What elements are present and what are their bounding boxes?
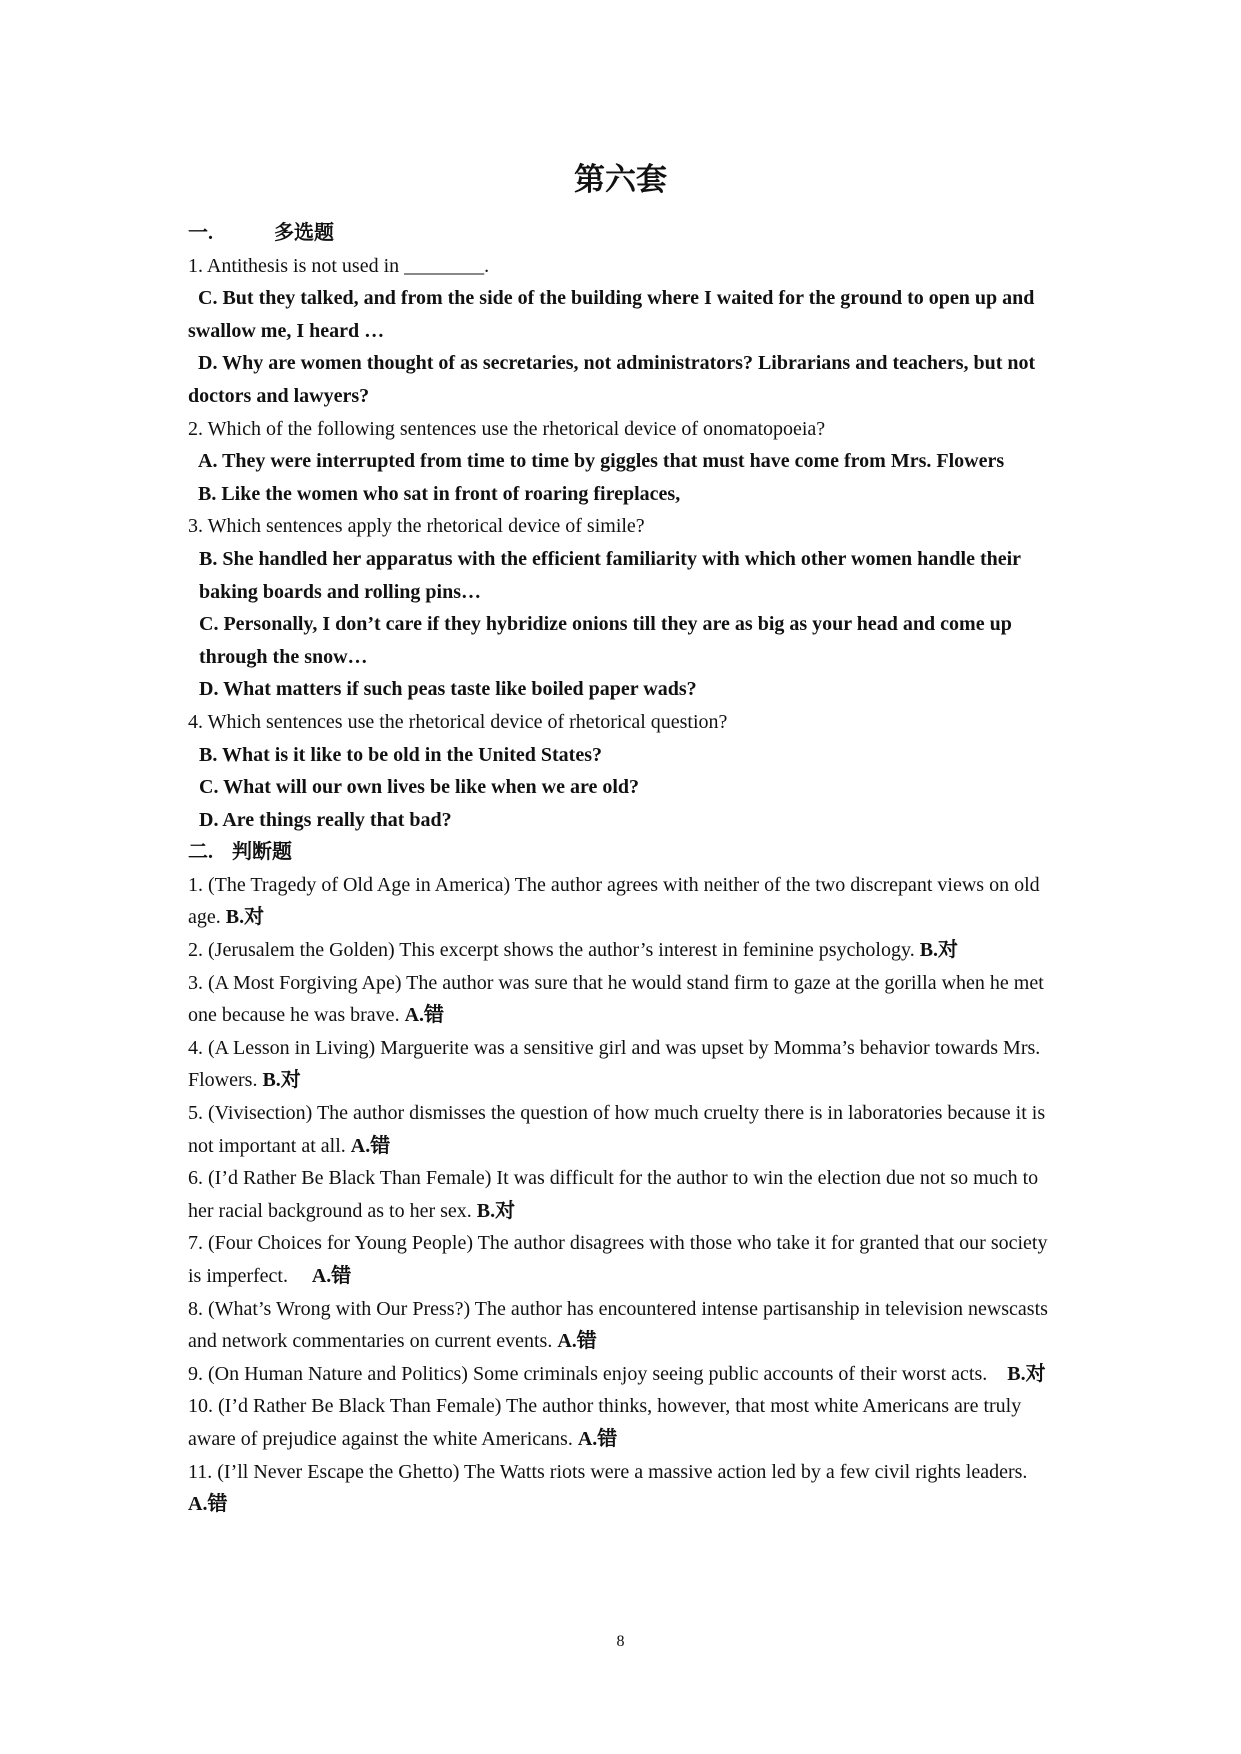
item-answer: A.错 <box>350 1134 391 1157</box>
page-title: 第六套 <box>574 162 667 198</box>
item-text: 5. (Vivisection) The author dismisses the question of how much cruelty there is in laboratories because it is not important at all. <box>188 1102 1046 1157</box>
true-false-item <box>188 869 1058 934</box>
answer-option: D. Why are women thought of as secretaries, not administrators? Librarians and teachers, but not doctors and lawyers? <box>188 352 1041 407</box>
answer-option: B. Like the women who sat in front of roaring fireplaces, <box>188 482 681 505</box>
item-text: 11. (I’ll Never Escape the Ghetto) The Watts riots were a massive action led by a few civil rights leaders. <box>188 1460 1028 1483</box>
answer-option: B. What is it like to be old in the United States? <box>199 743 602 766</box>
question <box>188 706 1058 836</box>
item-text: 1. (The Tragedy of Old Age in America) The author agrees with neither of the two discrepant views on old age. <box>188 873 1040 929</box>
question <box>188 250 1058 413</box>
true-false-item <box>188 934 1058 967</box>
item-text: 8. (What’s Wrong with Our Press?) The author has encountered intense partisanship in television newscasts and network commentaries on current events. <box>188 1297 1048 1353</box>
item-answer: B.对 <box>992 1362 1046 1385</box>
item-answer: A.错 <box>557 1330 597 1353</box>
true-false-item <box>188 1097 1058 1162</box>
section-heading-true-false <box>188 836 1058 869</box>
true-false-item <box>188 1032 1058 1097</box>
item-answer: A.错 <box>292 1265 352 1287</box>
section-number: 一. <box>188 222 213 244</box>
section-title: 多选题 <box>274 222 334 244</box>
true-false-item <box>188 1390 1058 1455</box>
item-answer: B.对 <box>225 906 265 929</box>
section-title: 判断题 <box>232 841 292 864</box>
item-text: 10. (I’d Rather Be Black Than Female) The author thinks, however, that most white Americans are truly aware of prejudice against the white Americans. <box>188 1395 1022 1450</box>
true-false-item <box>188 1293 1058 1358</box>
true-false-item <box>188 967 1058 1032</box>
item-text: 4. (A Lesson in Living) Marguerite was a sensitive girl and was upset by Momma’s behavior towards Mrs. Flowers. <box>188 1036 1041 1092</box>
true-false-item <box>188 1162 1058 1227</box>
question-stem: 4. Which sentences use the rhetorical device of rhetorical question? <box>188 710 728 733</box>
true-false-item <box>188 1227 1058 1292</box>
item-answer: A.错 <box>404 1004 445 1027</box>
document-body <box>188 217 1058 1521</box>
section-heading-multiple-choice <box>188 217 1058 250</box>
answer-option: C. Personally, I don’t care if they hybridize onions till they are as big as your head and come up through the snow… <box>199 613 1017 668</box>
item-text: 9. (On Human Nature and Politics) Some criminals enjoy seeing public accounts of their worst acts. <box>188 1362 993 1385</box>
answer-option: B. She handled her apparatus with the efficient familiarity with which other women handle their baking boards and rolling pins… <box>199 547 1026 603</box>
page-number: 8 <box>616 1633 625 1650</box>
item-answer: B.对 <box>262 1069 301 1092</box>
item-answer: B.对 <box>476 1199 516 1222</box>
item-answer: B.对 <box>919 939 959 962</box>
answer-option: A. They were interrupted from time to time by giggles that must have come from Mrs. Flowers <box>188 450 1005 473</box>
item-text: 2. (Jerusalem the Golden) This excerpt shows the author’s interest in feminine psychology. <box>188 939 920 962</box>
item-text: 3. (A Most Forgiving Ape) The author was sure that he would stand firm to gaze at the gorilla when he met one because he was brave. <box>188 971 1044 1027</box>
answer-option: C. But they talked, and from the side of the building where I waited for the ground to open up and swallow me, I heard … <box>188 287 1040 342</box>
question <box>188 510 1058 706</box>
question <box>188 413 1058 511</box>
question-stem: 1. Antithesis is not used in ________. <box>188 254 490 277</box>
question-stem: 2. Which of the following sentences use the rhetorical device of onomatopoeia? <box>188 417 826 440</box>
true-false-item <box>188 1456 1058 1521</box>
item-answer: A.错 <box>188 1493 228 1516</box>
item-text: 6. (I’d Rather Be Black Than Female) It was difficult for the author to win the election due not so much to her racial background as to her sex. <box>188 1167 1039 1222</box>
true-false-item <box>188 1358 1058 1391</box>
item-answer: A.错 <box>577 1427 618 1450</box>
answer-option: D. What matters if such peas taste like boiled paper wads? <box>199 678 697 701</box>
section-number: 二. <box>188 841 213 864</box>
question-stem: 3. Which sentences apply the rhetorical device of simile? <box>188 515 645 538</box>
answer-option: D. Are things really that bad? <box>199 808 452 831</box>
item-text: 7. (Four Choices for Young People) The author disagrees with those who take it for granted that our society is imperfect. <box>188 1232 1048 1287</box>
answer-option: C. What will our own lives be like when we are old? <box>199 776 640 799</box>
